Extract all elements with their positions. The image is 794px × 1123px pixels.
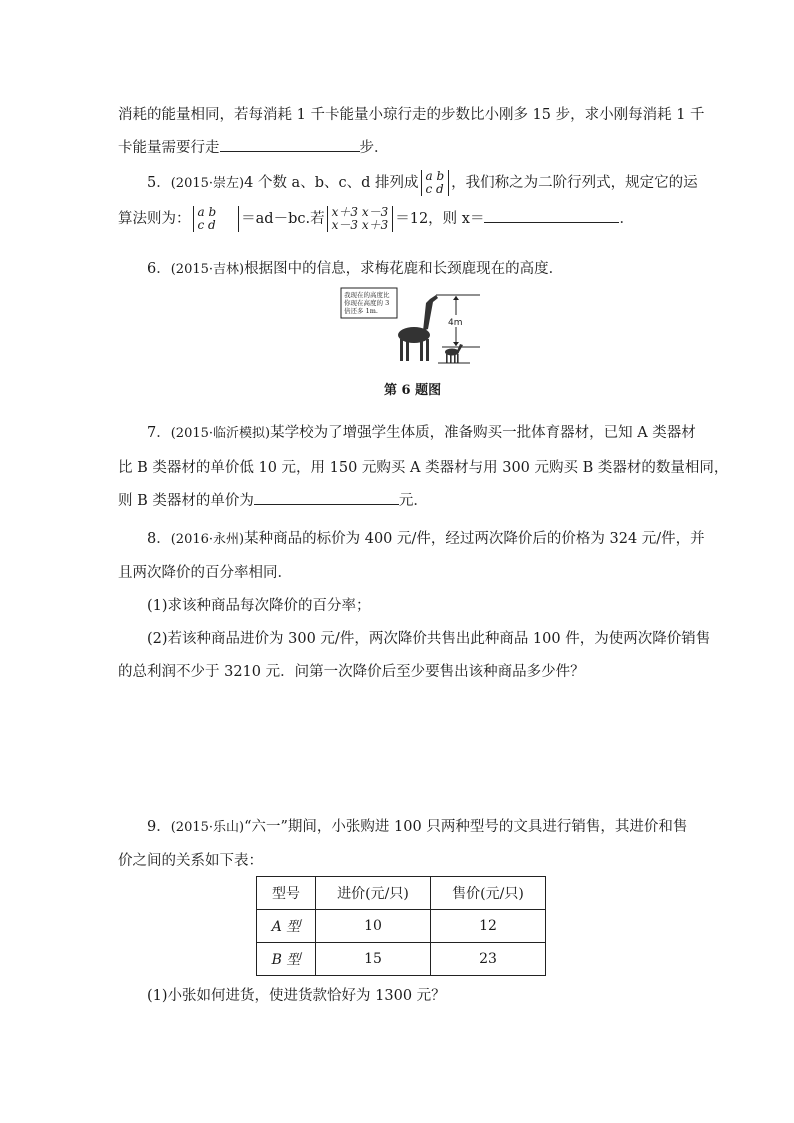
table-row: [257, 943, 546, 976]
q4-line2-post: 步．: [359, 140, 389, 156]
determinant-x: [327, 206, 394, 232]
table-header: 售价(元/只): [431, 877, 546, 910]
q4-line1: 消耗的能量相同，若每消耗 1 千卡能量小琼行走的步数比小刚多 15 步，求小刚每消耗 1 千: [118, 107, 705, 123]
q5-pre: 4 个数 a、b、c、d 排列成: [244, 175, 419, 191]
table-row: [257, 910, 546, 943]
q6-text: 根据图中的信息，求梅花鹿和长颈鹿现在的高度．: [244, 261, 564, 277]
q4-line2: [118, 136, 389, 157]
q9-number: 9．: [147, 819, 171, 835]
figure-svg: [338, 285, 486, 367]
matrix-row-1: a b: [425, 169, 445, 183]
det-x-row-1: x＋3 x－3: [331, 205, 389, 219]
table-header: 进价(元/只): [316, 877, 431, 910]
bubble-text-1: 我现在的高度比: [344, 291, 390, 299]
det-def-row-2: c d: [197, 218, 216, 232]
answer-blank[interactable]: [220, 150, 360, 152]
q8-line1: [147, 527, 705, 548]
q6-line1: [147, 257, 563, 278]
arrow-up-icon: [453, 296, 459, 300]
determinant-definition: [193, 206, 240, 232]
q8-sub1: (1)求该种商品每次降价的百分率；: [147, 598, 371, 614]
answer-blank[interactable]: [254, 503, 399, 505]
det-def-row-1: a b: [197, 205, 217, 219]
table-cell: 23: [431, 943, 546, 976]
q7-line3-post: 元．: [398, 493, 428, 509]
q4-line2-pre: 卡能量需要行走: [118, 140, 220, 156]
q7-text: 某学校为了增强学生体质，准备购买一批体育器材，已知 A 类器材: [270, 425, 696, 441]
q5-line1: [147, 170, 698, 197]
q9-text: “六一”期间，小张购进 100 只两种型号的文具进行销售，其进价和售: [244, 819, 688, 835]
q8-sub2-line2: 的总利润不少于 3210 元．问第一次降价后至少要售出该种商品多少件？: [118, 664, 585, 680]
table-cell: 12: [431, 910, 546, 943]
q5-post: ，我们称之为二阶行列式，规定它的运: [451, 175, 698, 191]
q6-number: 6．: [147, 261, 171, 277]
q8-text: 某种商品的标价为 400 元/件，经过两次降价后的价格为 324 元/件，并: [244, 531, 705, 547]
dimension-label: 4m: [448, 318, 463, 328]
matrix-row-2: c d: [425, 182, 444, 196]
answer-blank[interactable]: [484, 221, 619, 223]
q9-source: (2015·乐山): [170, 820, 245, 835]
q9-sub1: (1)小张如何进货，使进货款恰好为 1300 元？: [147, 988, 446, 1004]
figure-caption: 第 6 题图: [384, 383, 442, 398]
bubble-text-2: 你现在高度的 3: [344, 299, 390, 307]
q5-line2: [118, 206, 634, 232]
q6-source: (2015·吉林): [170, 262, 245, 277]
q8-sub2-line1: (2)若该种商品进价为 300 元/件，两次降价共售出此种商品 100 件，为使两次降价销售: [147, 631, 711, 647]
giraffe-deer-figure: [338, 285, 486, 367]
table-cell: A 型: [257, 910, 316, 943]
giraffe-icon: [398, 295, 438, 361]
q7-line1: [147, 421, 696, 442]
q5-source: (2015·崇左): [170, 176, 245, 191]
q5-number: 5．: [147, 175, 171, 191]
q5-line2-a: 算法则为：: [118, 211, 191, 227]
q7-line3-pre: 则 B 类器材的单价为: [118, 493, 254, 509]
q8-line2: 且两次降价的百分率相同．: [118, 565, 292, 581]
table-cell: 15: [316, 943, 431, 976]
q5-end: ．: [619, 211, 634, 227]
q5-def-mid: ＝ad－bc.若: [241, 211, 325, 227]
q7-line2: 比 B 类器材的单价低 10 元，用 150 元购买 A 类器材与用 300 元购买 B 类器材的数量相同，: [118, 460, 729, 476]
q7-line3: [118, 489, 428, 510]
q9-line2: 价之间的关系如下表：: [118, 853, 263, 869]
table-cell: B 型: [257, 943, 316, 976]
q8-source: (2016·永州): [170, 532, 245, 547]
q7-number: 7．: [147, 425, 171, 441]
bubble-text-3: 倍还多 1m.: [344, 307, 378, 315]
q9-line1: [147, 815, 687, 836]
table-header: 型号: [257, 877, 316, 910]
price-table: [256, 876, 546, 976]
q5-def-end: ＝12，则 x＝: [395, 211, 485, 227]
table-cell: 10: [316, 910, 431, 943]
matrix-abcd: [421, 170, 450, 196]
arrow-down-icon: [453, 342, 459, 346]
q8-number: 8．: [147, 531, 171, 547]
q7-source: (2015·临沂模拟): [170, 426, 271, 441]
table-header-row: [257, 877, 546, 910]
det-x-row-2: x－3 x＋3: [331, 218, 389, 232]
